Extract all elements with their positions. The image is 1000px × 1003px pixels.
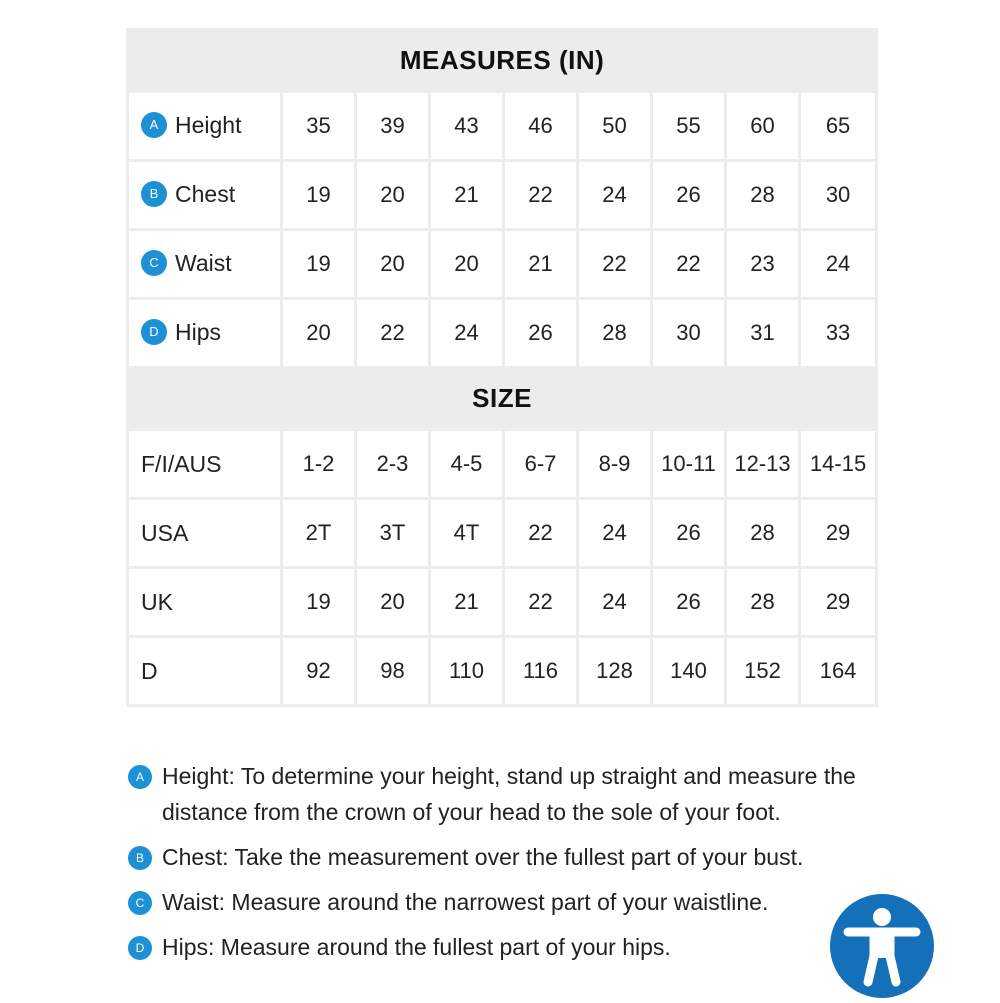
- cell: 30: [652, 299, 726, 368]
- cell: 65: [800, 92, 877, 161]
- cell: 28: [726, 499, 800, 568]
- note-text: Waist: Measure around the narrowest part of your waistline.: [162, 889, 769, 915]
- cell: 24: [578, 568, 652, 637]
- cell: 26: [652, 161, 726, 230]
- cell: 55: [652, 92, 726, 161]
- cell: 35: [282, 92, 356, 161]
- cell: 19: [282, 161, 356, 230]
- cell: 43: [430, 92, 504, 161]
- cell: 24: [578, 499, 652, 568]
- cell: 31: [726, 299, 800, 368]
- measure-row-chest: [128, 161, 877, 230]
- cell: 6-7: [504, 430, 578, 499]
- measure-row-waist: [128, 230, 877, 299]
- cell: 21: [430, 161, 504, 230]
- row-label: Height: [175, 112, 242, 139]
- cell: 22: [504, 568, 578, 637]
- measures-header: MEASURES (IN): [128, 30, 877, 92]
- size-row-usa: [128, 499, 877, 568]
- cell: 8-9: [578, 430, 652, 499]
- cell: 14-15: [800, 430, 877, 499]
- cell: 28: [726, 568, 800, 637]
- cell: 46: [504, 92, 578, 161]
- cell: 12-13: [726, 430, 800, 499]
- accessibility-icon[interactable]: [830, 894, 934, 998]
- cell: 30: [800, 161, 877, 230]
- cell: 29: [800, 499, 877, 568]
- cell: 20: [356, 230, 430, 299]
- row-label: F/I/AUS: [128, 430, 282, 499]
- cell: 21: [504, 230, 578, 299]
- cell: 21: [430, 568, 504, 637]
- cell: 4-5: [430, 430, 504, 499]
- cell: 2-3: [356, 430, 430, 499]
- cell: 4T: [430, 499, 504, 568]
- cell: 10-11: [652, 430, 726, 499]
- size-row-fiaus: [128, 430, 877, 499]
- badge-c-icon: C: [141, 250, 167, 276]
- cell: 2T: [282, 499, 356, 568]
- cell: 26: [652, 568, 726, 637]
- measures-header-row: [128, 30, 877, 92]
- cell: 22: [504, 499, 578, 568]
- note-chest: [128, 839, 888, 875]
- row-label: USA: [128, 499, 282, 568]
- size-row-uk: [128, 568, 877, 637]
- cell: 24: [430, 299, 504, 368]
- cell: 50: [578, 92, 652, 161]
- badge-d-icon: D: [128, 936, 152, 960]
- row-label: D: [128, 637, 282, 706]
- cell: 19: [282, 230, 356, 299]
- cell: 128: [578, 637, 652, 706]
- measure-row-hips: [128, 299, 877, 368]
- cell: 20: [356, 161, 430, 230]
- cell: 60: [726, 92, 800, 161]
- note-height: [128, 758, 888, 830]
- cell: 22: [578, 230, 652, 299]
- size-header: SIZE: [128, 368, 877, 430]
- cell: 20: [356, 568, 430, 637]
- note-text: Height: To determine your height, stand up straight and measure the distance from the crown of your head to the sole of your foot.: [162, 763, 856, 825]
- cell: 24: [578, 161, 652, 230]
- cell: 29: [800, 568, 877, 637]
- cell: 116: [504, 637, 578, 706]
- cell: 26: [652, 499, 726, 568]
- cell: 19: [282, 568, 356, 637]
- cell: 152: [726, 637, 800, 706]
- cell: 26: [504, 299, 578, 368]
- cell: 39: [356, 92, 430, 161]
- cell: 20: [430, 230, 504, 299]
- badge-a-icon: A: [141, 112, 167, 138]
- badge-d-icon: D: [141, 319, 167, 345]
- cell: 98: [356, 637, 430, 706]
- cell: 3T: [356, 499, 430, 568]
- cell: 22: [652, 230, 726, 299]
- badge-c-icon: C: [128, 891, 152, 915]
- cell: 22: [504, 161, 578, 230]
- badge-a-icon: A: [128, 765, 152, 789]
- cell: 164: [800, 637, 877, 706]
- cell: 110: [430, 637, 504, 706]
- accessibility-figure-icon: [830, 894, 934, 998]
- cell: 33: [800, 299, 877, 368]
- cell: 28: [578, 299, 652, 368]
- cell: 20: [282, 299, 356, 368]
- row-label: Hips: [175, 319, 222, 346]
- size-row-d: [128, 637, 877, 706]
- measure-row-height: [128, 92, 877, 161]
- note-hips: [128, 929, 888, 965]
- row-label: UK: [128, 568, 282, 637]
- cell: 28: [726, 161, 800, 230]
- measurement-notes: [128, 758, 888, 974]
- badge-b-icon: B: [141, 181, 167, 207]
- row-label: Waist: [175, 250, 232, 277]
- size-header-row: [128, 368, 877, 430]
- note-text: Hips: Measure around the fullest part of your hips.: [162, 934, 671, 960]
- note-waist: [128, 884, 888, 920]
- cell: 140: [652, 637, 726, 706]
- cell: 24: [800, 230, 877, 299]
- cell: 22: [356, 299, 430, 368]
- cell: 92: [282, 637, 356, 706]
- cell: 23: [726, 230, 800, 299]
- size-chart-table: [126, 28, 878, 707]
- cell: 1-2: [282, 430, 356, 499]
- badge-b-icon: B: [128, 846, 152, 870]
- note-text: Chest: Take the measurement over the fullest part of your bust.: [162, 844, 804, 870]
- row-label: Chest: [175, 181, 236, 208]
